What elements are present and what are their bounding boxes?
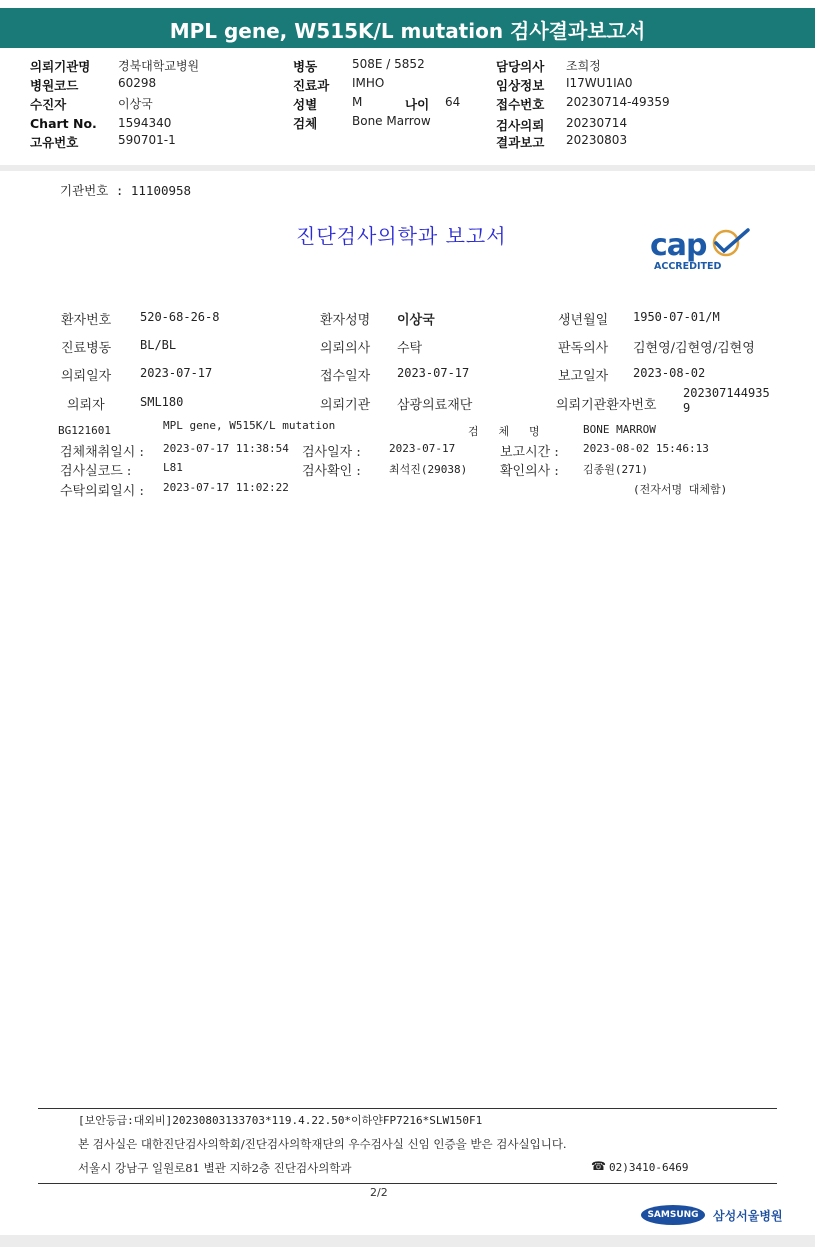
patient-value-cont: 9	[683, 401, 691, 415]
test-value: 2023-07-17 11:02:22	[163, 481, 289, 494]
patient-label: 진료병동	[61, 341, 112, 356]
cap-accredited-logo	[648, 228, 758, 276]
header-label: Chart No.	[30, 116, 97, 131]
patient-label: 보고일자	[558, 369, 609, 384]
test-label: 검체채취일시 :	[60, 445, 144, 460]
header-label: 진료과	[293, 78, 330, 93]
header-label: 접수번호	[496, 97, 545, 112]
patient-label: 환자번호	[61, 313, 112, 328]
header-value: 20230803	[566, 133, 628, 147]
test-value: 김종원(271)	[583, 463, 648, 476]
header-value: 1594340	[118, 116, 172, 130]
header-label: 의뢰기관명	[30, 59, 91, 74]
phone-icon: ☎	[591, 1159, 606, 1173]
header-value: I17WU1IA0	[566, 76, 633, 90]
test-value: 2023-07-17 11:38:54	[163, 442, 289, 455]
patient-value: 김현영/김현영/김현영	[633, 341, 755, 356]
header-label: 검사의뢰	[496, 118, 545, 133]
electronic-signature-note: (전자서명 대체함)	[633, 483, 728, 496]
page-bottom-band	[0, 1235, 815, 1247]
patient-value: 삼광의료재단	[397, 398, 473, 413]
patient-value: 202307144935	[683, 386, 770, 400]
patient-label: 의뢰기관환자번호	[556, 398, 657, 413]
cap-logo-text: cap	[650, 228, 707, 263]
header-value: Bone Marrow	[352, 114, 431, 128]
patient-value: 수탁	[397, 341, 423, 356]
patient-name: 이상국	[397, 313, 435, 328]
test-name: MPL gene, W515K/L mutation	[163, 419, 336, 432]
security-line: [보안등급:대외비]20230803133703*119.4.22.50*이하얀FP7216*SLW150F1	[78, 1114, 483, 1127]
footer-rule-bottom	[38, 1183, 777, 1184]
header-value: 경북대학교병원	[118, 59, 200, 73]
samsung-logo-badge: SAMSUNG	[641, 1205, 705, 1225]
lab-phone: 02)3410-6469	[609, 1161, 689, 1174]
hospital-name: 삼성서울병원	[713, 1209, 783, 1223]
age-label: 나이	[405, 97, 430, 112]
header-separator	[0, 165, 815, 171]
test-label: 보고시간 :	[500, 445, 559, 460]
patient-label: 의뢰자	[67, 398, 105, 413]
patient-value: 2023-07-17	[397, 366, 470, 380]
patient-value: 1950-07-01/M	[633, 310, 720, 324]
patient-value: 2023-07-17	[140, 366, 213, 380]
header-value: 조희정	[566, 59, 601, 73]
patient-label: 접수일자	[320, 369, 371, 384]
age-value: 64	[445, 95, 461, 109]
header-value: 20230714-49359	[566, 95, 670, 109]
header-label: 성별	[293, 97, 318, 112]
test-value: 2023-08-02 15:46:13	[583, 442, 709, 455]
test-value: 2023-07-17	[389, 442, 456, 455]
test-label: 검사일자 :	[302, 445, 361, 460]
header-label: 수진자	[30, 97, 67, 112]
header-label: 결과보고	[496, 135, 545, 150]
header-label: 병동	[293, 59, 318, 74]
header-value: 508E / 5852	[352, 57, 425, 71]
cap-logo-subtext: ACCREDITED	[654, 261, 722, 272]
patient-value: BL/BL	[140, 338, 177, 352]
header-value: 590701-1	[118, 133, 176, 147]
header-label: 고유번호	[30, 135, 79, 150]
test-code: BG121601	[58, 424, 111, 437]
checkmark-icon	[708, 228, 750, 258]
test-label: 수탁의뢰일시 :	[60, 484, 144, 499]
patient-value: 2023-08-02	[633, 366, 706, 380]
patient-value: 520-68-26-8	[140, 310, 220, 324]
footer-rule-top	[38, 1108, 777, 1109]
patient-label: 의뢰의사	[320, 341, 371, 356]
test-label: 검사확인 :	[302, 464, 361, 479]
test-value: L81	[163, 461, 183, 474]
patient-label: 의뢰기관	[320, 398, 371, 413]
test-label: 확인의사 :	[500, 464, 559, 479]
header-label: 병원코드	[30, 78, 79, 93]
header-value: M	[352, 95, 363, 109]
institution-number: 기관번호 : 11100958	[60, 183, 192, 198]
patient-label: 환자성명	[320, 313, 371, 328]
certification-text: 본 검사실은 대한진단검사의학회/진단검사의학재단의 우수검사실 신임 인증을 받은 검사실입니다.	[78, 1137, 567, 1151]
header-value: IMHO	[352, 76, 385, 90]
header-value: 이상국	[118, 97, 153, 111]
header-value: 60298	[118, 76, 157, 90]
header-label: 검체	[293, 116, 318, 131]
patient-label: 판독의사	[558, 341, 609, 356]
test-label: 검사실코드 :	[60, 464, 132, 479]
title-bar	[0, 8, 815, 48]
page-number: 2/2	[370, 1186, 388, 1199]
lab-address: 서울시 강남구 일원로81 별관 지하2층 진단검사의학과	[78, 1161, 352, 1175]
header-label: 임상정보	[496, 78, 545, 93]
specimen-value: BONE MARROW	[583, 423, 656, 436]
document-title: MPL gene, W515K/L mutation 검사결과보고서	[169, 19, 646, 43]
header-label: 담당의사	[496, 59, 545, 74]
patient-label: 의뢰일자	[61, 369, 112, 384]
report-title: 진단검사의학과 보고서	[296, 224, 507, 248]
test-value: 최석진(29038)	[389, 463, 468, 476]
patient-label: 생년월일	[558, 313, 609, 328]
patient-value: SML180	[140, 395, 184, 409]
header-value: 20230714	[566, 116, 628, 130]
specimen-label: 검 체 명	[468, 425, 540, 438]
